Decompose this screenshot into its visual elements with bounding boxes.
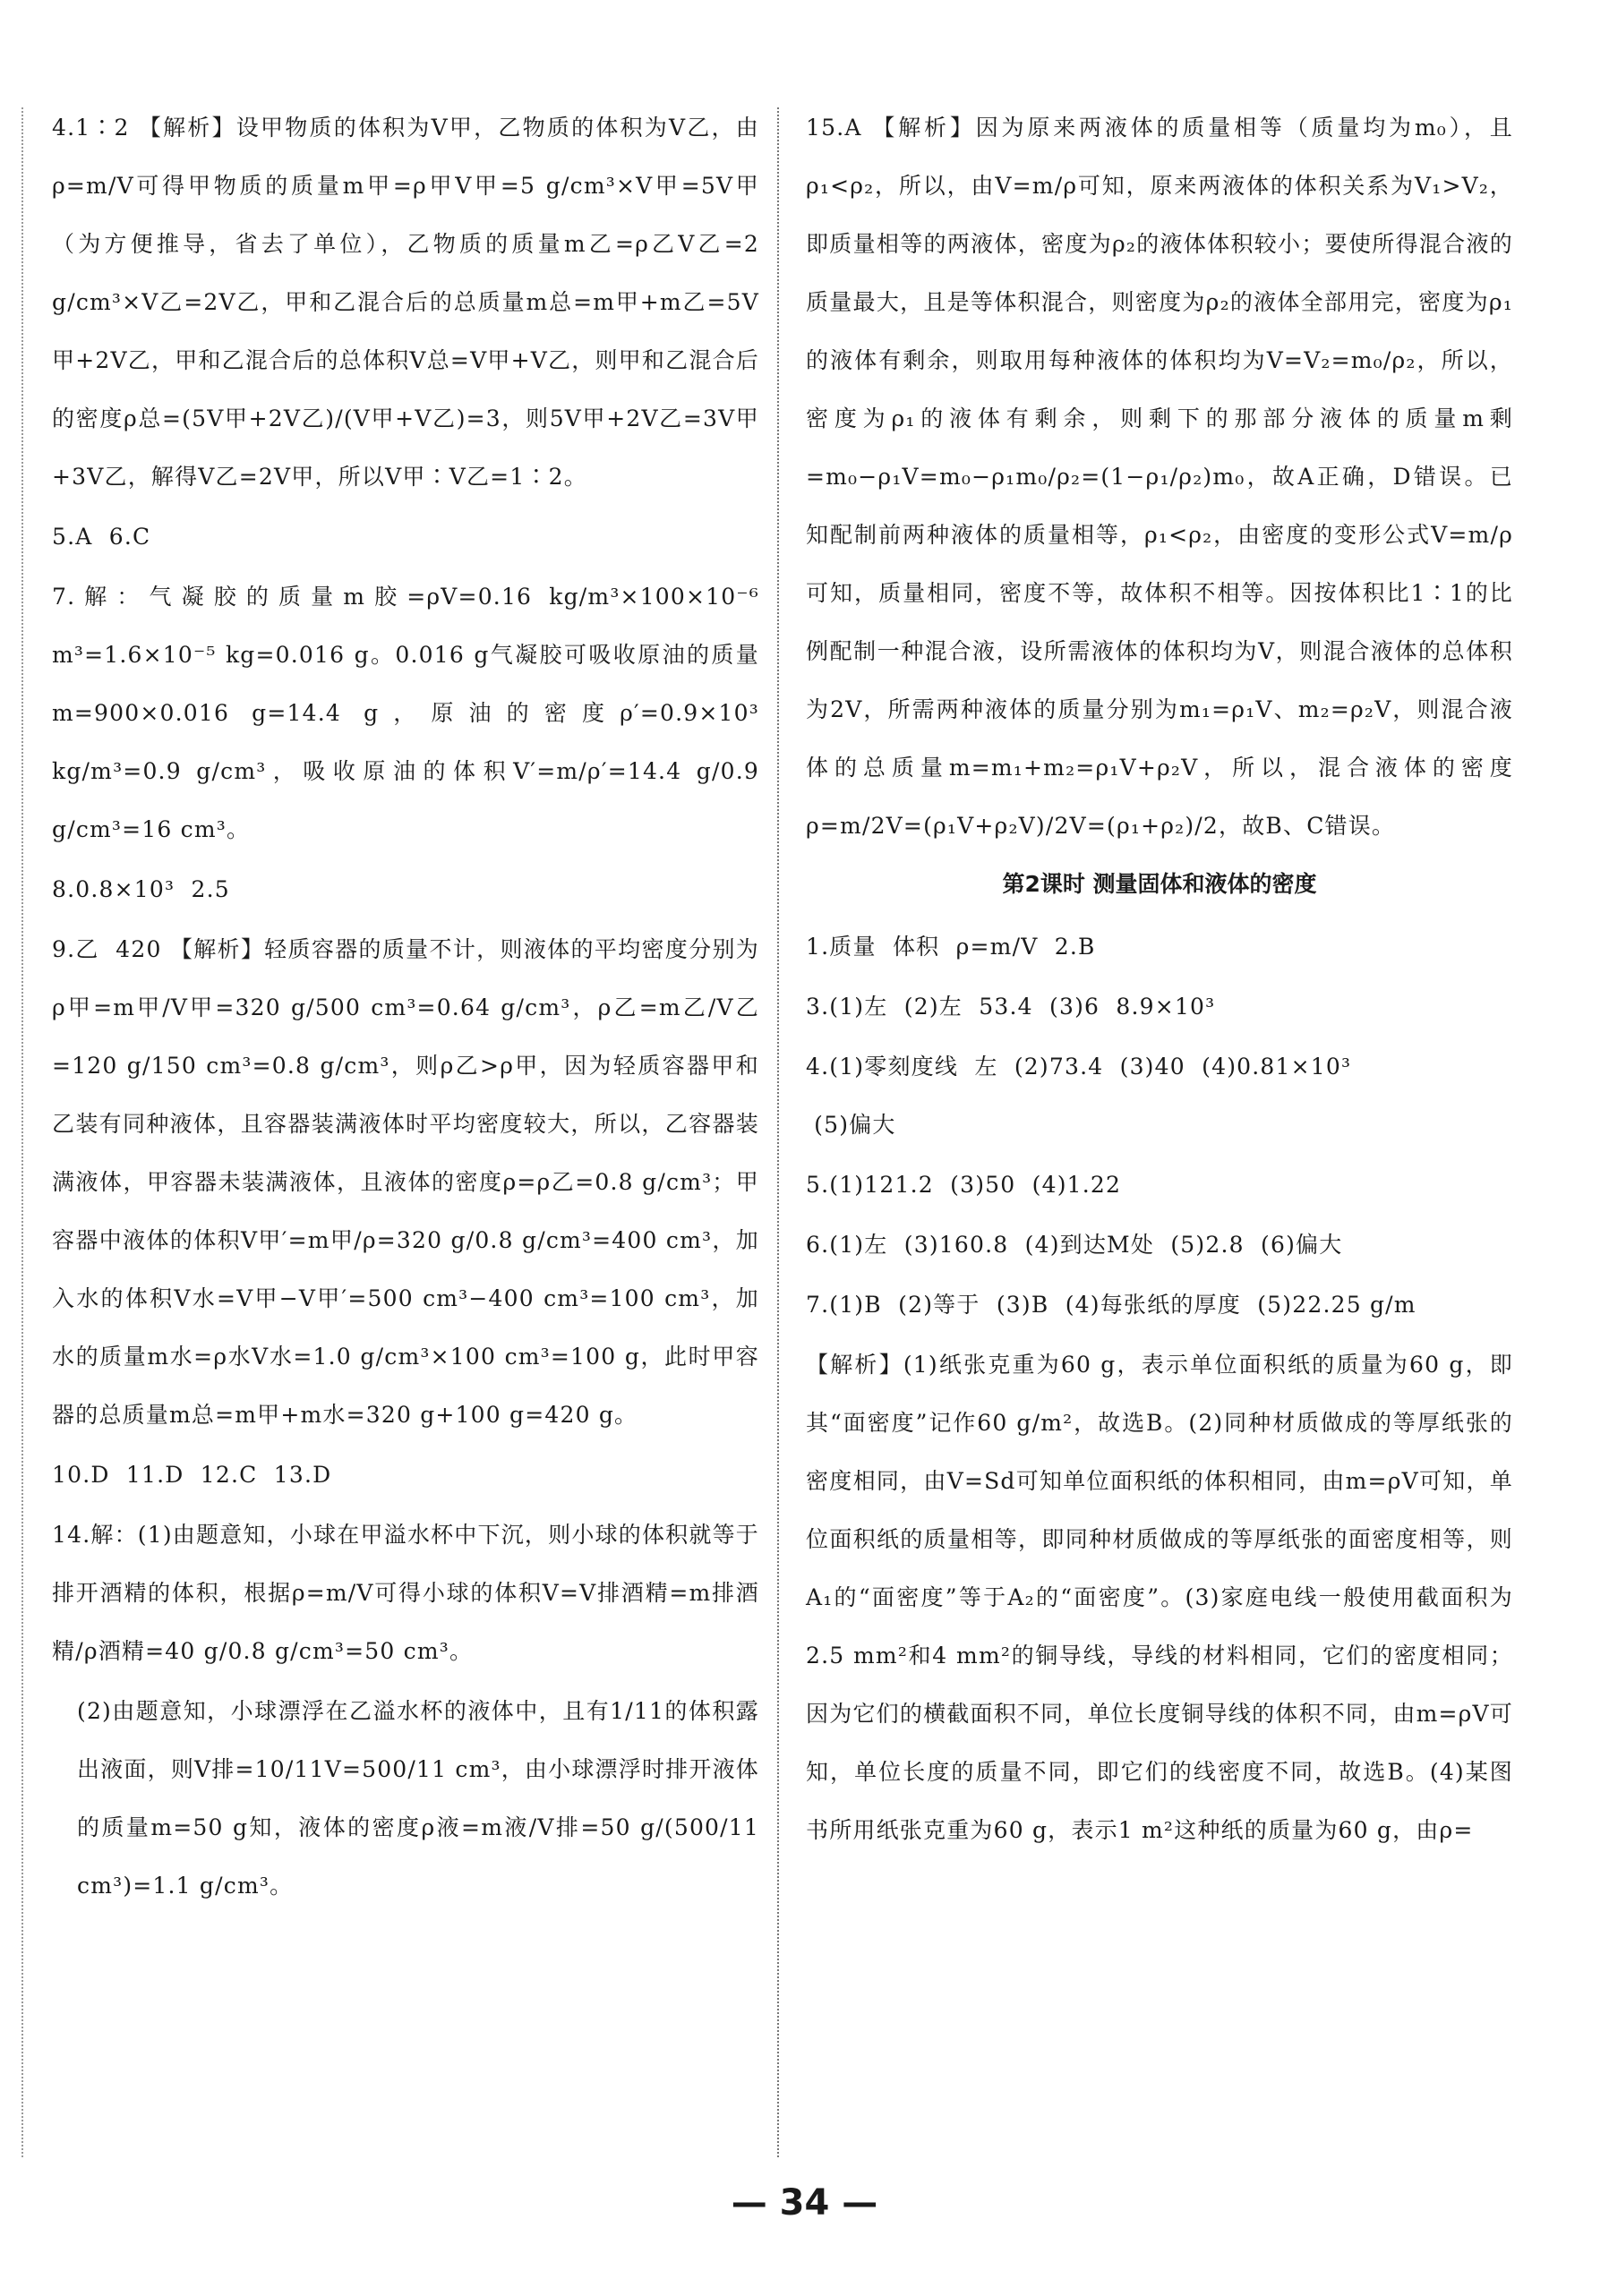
lesson2-answer-7-analysis: 【解析】(1)纸张克重为60 g，表示单位面积纸的质量为60 g，即其“面密度”记作60 g/m²，故选B。(2)同种材质做成的等厚纸张的密度相同，由V=Sd可知单位面积纸的体积相同，由m=ρV可知，单位面积纸的质量相等，即同种材质做成的等厚纸张的面密度相等，则A₁的“面密度”等于A₂的“面密度”。(3)家庭电线一般使用截面积为2.5 mm²和4 mm²的铜导线，导线的材料相同，它们的密度相同；因为它们的横截面积不同，单位长度铜导线的体积不同，由m=ρV可知，单位长度的质量不同，即它们的线密度不同，故选B。(4)某图书所用纸张克重为60 g，表示1 m²这种纸的质量为60 g，由ρ= xyxy=(806,1352,1513,1843)
column-divider xyxy=(777,107,779,2157)
answer-14-part1: 14.解：(1)由题意知，小球在甲溢水杯中下沉，则小球的体积就等于排开酒精的体积，根据ρ=m/V可得小球的体积V=V排酒精=m排酒精/ρ酒精=40 g/0.8 g/cm³=50 cm³。 xyxy=(52,1522,759,1664)
margin-rule xyxy=(21,107,23,2157)
answer-10-13: 10.D 11.D 12.C 13.D xyxy=(52,1462,332,1488)
page-number: — 34 — xyxy=(731,2182,878,2223)
answer-8: 8.0.8×10³ 2.5 xyxy=(52,876,230,902)
lesson2-answer-7: 7.(1)B (2)等于 (3)B (4)每张纸的厚度 (5)22.25 g/m xyxy=(806,1292,1416,1318)
lesson2-answer-6: 6.(1)左 (3)160.8 (4)到达M处 (5)2.8 (6)偏大 xyxy=(806,1232,1343,1258)
answer-14-part2: (2)由题意知，小球漂浮在乙溢水杯的液体中，且有1/11的体积露出液面，则V排=10/11V=500/11 cm³，由小球漂浮时排开液体的质量m=50 g知，液体的密度ρ液=m液/V排=50 g/(500/11 cm³)=1.1 g/cm³。 xyxy=(77,1698,768,1899)
right-column xyxy=(806,98,1513,1861)
answer-9: 9.乙 420 【解析】轻质容器的质量不计，则液体的平均密度分别为ρ甲=m甲/V甲=320 g/500 cm³=0.64 g/cm³，ρ乙=m乙/V乙=120 g/150 cm³=0.8 g/cm³，则ρ乙>ρ甲，因为轻质容器甲和乙装有同种液体，且容器装满液体时平均密度较大，所以，乙容器装满液体，甲容器未装满液体，且液体的密度ρ=ρ乙=0.8 g/cm³；甲容器中液体的体积V甲′=m甲/ρ=320 g/0.8 g/cm³=400 cm³，加入水的体积V水=V甲−V甲′=500 cm³−400 cm³=100 cm³，加水的质量m水=ρ水V水=1.0 g/cm³×100 cm³=100 g，此时甲容器的总质量m总=m甲+m水=320 g+100 g=420 g。 xyxy=(52,936,759,1428)
section-title: 第2课时 测量固体和液体的密度 xyxy=(1002,871,1317,897)
answer-5-6: 5.A 6.C xyxy=(52,524,151,550)
lesson2-answer-1-2: 1.质量 体积 ρ=m/V 2.B xyxy=(806,934,1096,960)
lesson2-answer-4: 4.(1)零刻度线 左 (2)73.4 (3)40 (4)0.81×10³ (5)偏大 xyxy=(806,1054,1352,1138)
lesson2-answer-3: 3.(1)左 (2)左 53.4 (3)6 8.9×10³ xyxy=(806,994,1216,1020)
left-column xyxy=(52,98,768,1916)
answer-4: 4.1∶2 【解析】设甲物质的体积为V甲，乙物质的体积为V乙，由ρ=m/V可得甲物质的质量m甲=ρ甲V甲=5 g/cm³×V甲=5V甲（为方便推导，省去了单位），乙物质的质量m乙=ρ乙V乙=2 g/cm³×V乙=2V乙，甲和乙混合后的总质量m总=m甲+m乙=5V甲+2V乙，甲和乙混合后的总体积V总=V甲+V乙，则甲和乙混合后的密度ρ总=(5V甲+2V乙)/(V甲+V乙)=3，则5V甲+2V乙=3V甲+3V乙，解得V乙=2V甲，所以V甲∶V乙=1∶2。 xyxy=(52,115,768,490)
answer-7: 7.解：气凝胶的质量m胶=ρV=0.16 kg/m³×100×10⁻⁶ m³=1.6×10⁻⁵ kg=0.016 g。0.016 g气凝胶可吸收原油的质量m=900×0.016 g=14.4 g，原油的密度ρ′=0.9×10³ kg/m³=0.9 g/cm³，吸收原油的体积V′=m/ρ′=14.4 g/0.9 g/cm³=16 cm³。 xyxy=(52,584,768,842)
lesson2-answer-5: 5.(1)121.2 (3)50 (4)1.22 xyxy=(806,1172,1122,1198)
answer-15: 15.A 【解析】因为原来两液体的质量相等（质量均为m₀），且ρ₁<ρ₂，所以，由V=m/ρ可知，原来两液体的体积关系为V₁>V₂，即质量相等的两液体，密度为ρ₂的液体体积较小；要使所得混合液的质量最大，且是等体积混合，则密度为ρ₂的液体全部用完，密度为ρ₁的液体有剩余，则取用每种液体的体积均为V=V₂=m₀/ρ₂，所以，密度为ρ₁的液体有剩余，则剩下的那部分液体的质量m剩=m₀−ρ₁V=m₀−ρ₁m₀/ρ₂=(1−ρ₁/ρ₂)m₀，故A正确，D错误。已知配制前两种液体的质量相等，ρ₁<ρ₂，由密度的变形公式V=m/ρ可知，质量相同，密度不等，故体积不相等。因按体积比1∶1的比例配制一种混合液，设所需液体的体积均为V，则混合液体的总体积为2V，所需两种液体的质量分别为m₁=ρ₁V、m₂=ρ₂V，则混合液体的总质量m=m₁+m₂=ρ₁V+ρ₂V，所以，混合液体的密度ρ=m/2V=(ρ₁V+ρ₂V)/2V=(ρ₁+ρ₂)/2，故B、C错误。 xyxy=(806,115,1513,839)
